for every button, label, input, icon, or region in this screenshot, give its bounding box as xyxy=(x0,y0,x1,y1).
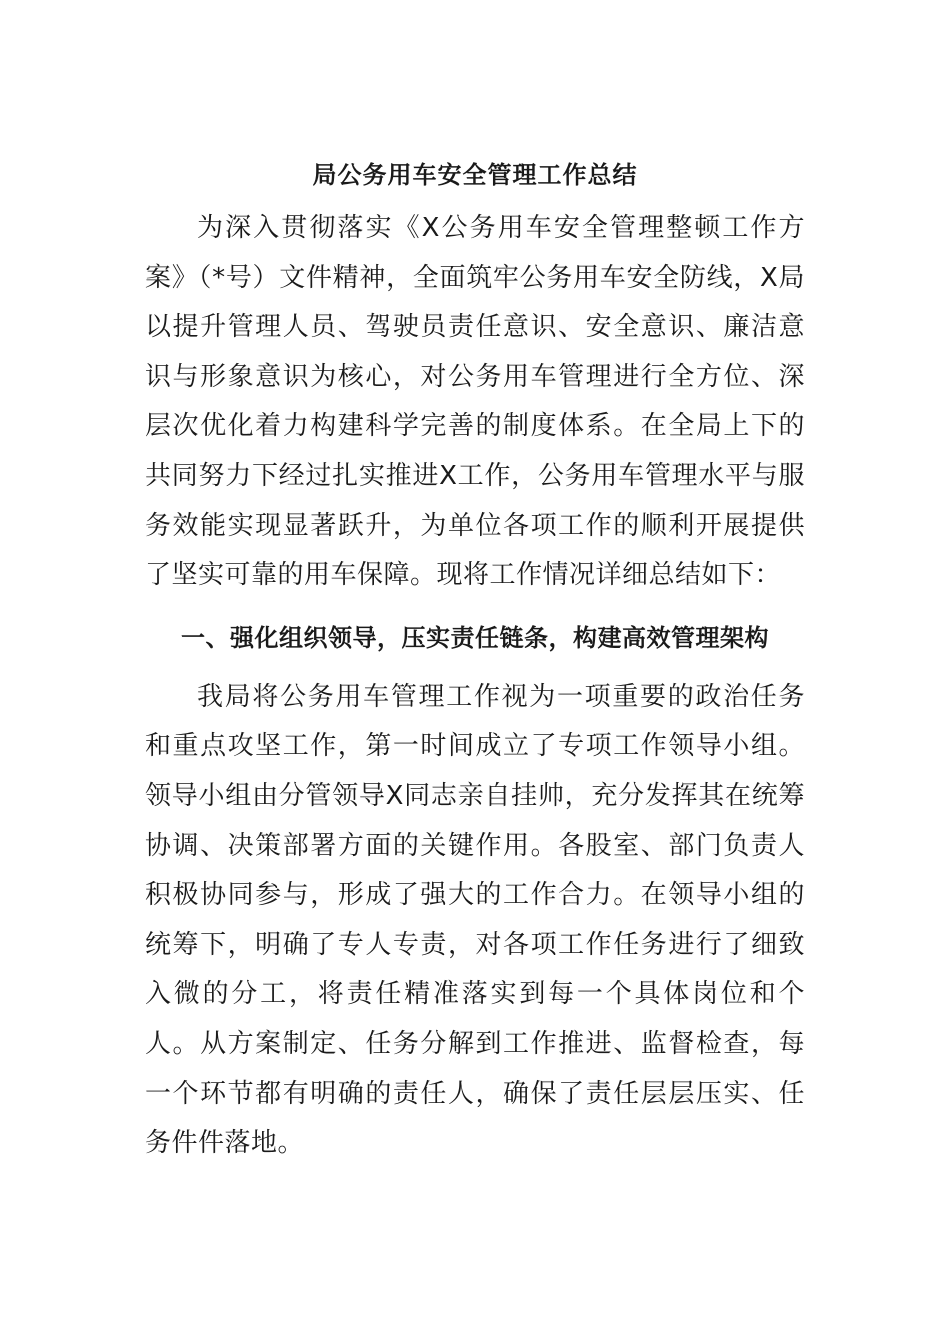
document-title: 局公务用车安全管理工作总结 xyxy=(312,161,638,189)
section-1-paragraph: 我局将公务用车管理工作视为一项重要的政治任务和重点攻坚工作，第一时间成立了专项工作领导小组。领导小组由分管领导X同志亲自挂帅，充分发挥其在统筹协调、决策部署方面的关键作用。各股室、部门负责人积极协同参与，形成了强大的工作合力。在领导小组的统筹下，明确了专人专责，对各项工作任务进行了细致入微的分工，将责任精准落实到每一个具体岗位和个人。从方案制定、任务分解到工作推进、监督检查，每一个环节都有明确的责任人，确保了责任层层压实、任务件件落地。 xyxy=(145,681,805,1159)
document-body xyxy=(145,150,805,1169)
intro-paragraph: 为深入贯彻落实《X公务用车安全管理整顿工作方案》（*号）文件精神，全面筑牢公务用车安全防线，X局以提升管理人员、驾驶员责任意识、安全意识、廉洁意识与形象意识为核心，对公务用车管理进行全方位、深层次优化着力构建科学完善的制度体系。在全局上下的共同努力下经过扎实推进X工作，公务用车管理水平与服务效能实现显著跃升，为单位各项工作的顺利开展提供了坚实可靠的用车保障。现将工作情况详细总结如下： xyxy=(145,213,805,591)
section-heading-1: 一、强化组织领导，压实责任链条，构建高效管理架构 xyxy=(181,623,769,652)
